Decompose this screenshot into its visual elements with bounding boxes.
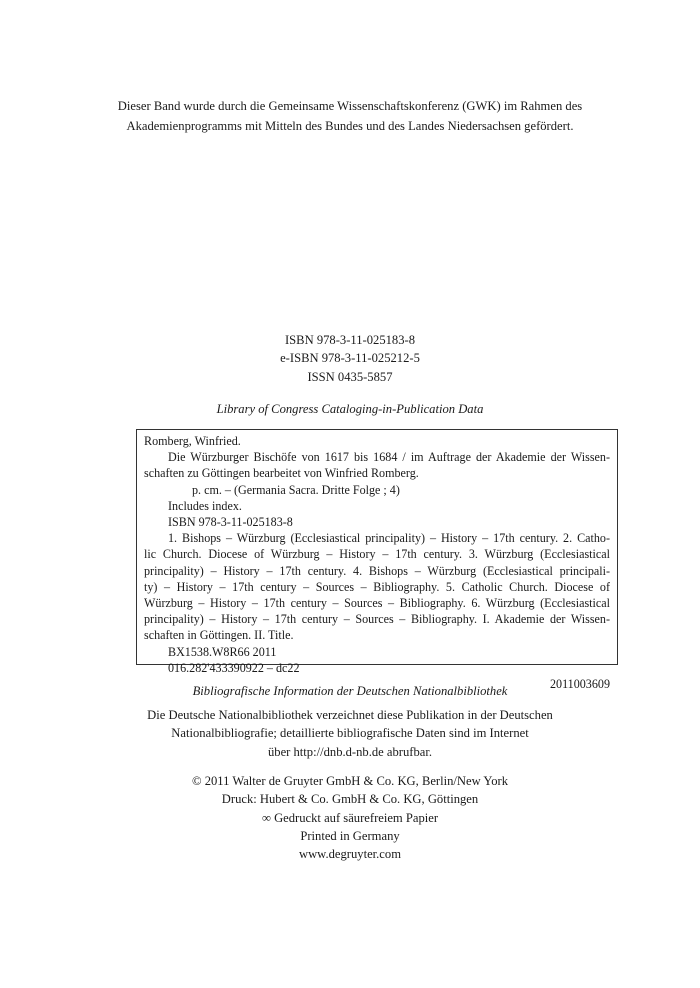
- cip-dewey: 016.282'433390922 – dc22: [168, 660, 300, 675]
- dnb-line: Nationalbibliografie; detaillierte bibliografische Daten sind im Internet: [171, 726, 529, 741]
- dnb-notice: [0, 706, 700, 761]
- dnb-line: über http://dnb.d-nb.de abrufbar.: [267, 744, 433, 759]
- cip-subject-line: principality) – History – 17th century – Sources – Bibliography. I. Akademie der Wissen-: [144, 612, 610, 627]
- cip-subject-line: Würzburg – History – 17th century – Sources – Bibliography. 6. Würzburg (Ecclesiastical: [144, 596, 610, 611]
- cip-author: Romberg, Winfried.: [144, 434, 241, 448]
- cip-subject-line: principality) – History – 17th century. 4. Bishops – Würzburg (Ecclesiastical principali-: [144, 563, 610, 578]
- printed-in-line: Printed in Germany: [300, 828, 400, 843]
- cip-title-line: Die Würzburger Bischöfe von 1617 bis 1684 / im Auftrage der Akademie der Wissen-: [168, 450, 610, 465]
- dnb-heading: Bibliografische Information der Deutschen Nationalbibliothek: [192, 684, 508, 698]
- funding-notice: [0, 96, 700, 136]
- cip-subject-line: lic Church. Diocese of Würzburg – History – 17th century. 3. Würzburg (Ecclesiastical: [144, 547, 610, 562]
- eisbn-line: e-ISBN 978-3-11-025212-5: [280, 351, 420, 366]
- cip-physical: p. cm. – (Germania Sacra. Dritte Folge ; 4): [192, 482, 400, 497]
- acid-free-paper-line: ∞ Gedruckt auf säurefreiem Papier: [261, 810, 439, 825]
- publisher-website: www.degruyter.com: [298, 847, 401, 862]
- cip-subject-line: 1. Bishops – Würzburg (Ecclesiastical principality) – History – 17th century. 2. Catho-: [168, 531, 610, 546]
- dnb-line: Die Deutsche Nationalbibliothek verzeichnet diese Publikation in der Deutschen: [147, 708, 553, 722]
- funding-line: Akademienprogramms mit Mitteln des Bundes und des Landes Niedersachsen gefördert.: [126, 119, 574, 133]
- cip-index-note: Includes index.: [168, 498, 242, 513]
- loc-cip-heading: Library of Congress Cataloging-in-Publication Data: [216, 402, 484, 416]
- copyright-line: © 2011 Walter de Gruyter GmbH & Co. KG, Berlin/New York: [191, 774, 509, 788]
- cip-isbn: ISBN 978-3-11-025183-8: [168, 515, 293, 530]
- isbn-line: ISBN 978-3-11-025183-8: [284, 333, 415, 347]
- cip-lc-class: BX1538.W8R66 2011: [168, 644, 277, 659]
- printer-line: Druck: Hubert & Co. GmbH & Co. KG, Göttingen: [221, 792, 479, 807]
- funding-line: Dieser Band wurde durch die Gemeinsame Wissenschaftskonferenz (GWK) im Rahmen des: [117, 99, 583, 113]
- cip-control-number: 2011003609: [549, 677, 610, 692]
- cip-subject-line: ty) – History – 17th century – Sources – Bibliography. 5. Catholic Church. Diocese of: [144, 579, 610, 594]
- issn-line: ISSN 0435-5857: [307, 369, 393, 384]
- cip-title-line: schaften zu Göttingen bearbeitet von Winfried Romberg.: [144, 466, 419, 481]
- imprint: [0, 772, 700, 863]
- cip-subject-line: schaften in Göttingen. II. Title.: [144, 628, 294, 643]
- isbn-block: [0, 331, 700, 386]
